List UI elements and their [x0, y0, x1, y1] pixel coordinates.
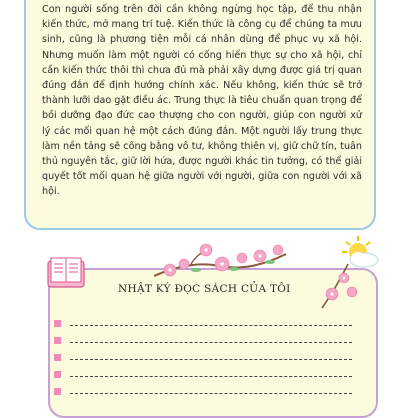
writing-line[interactable] [52, 316, 352, 333]
writing-line[interactable] [52, 367, 352, 384]
bullet-icon [54, 354, 61, 361]
reading-log-lines [52, 316, 352, 401]
sun-cloud-icon [338, 234, 382, 270]
essay-card [24, 0, 376, 230]
bullet-icon [54, 371, 61, 378]
open-book-icon [44, 255, 88, 291]
writing-line[interactable] [52, 333, 352, 350]
bullet-icon [54, 320, 61, 327]
essay-text: Con người sống trên đời cần không ngừng học tập, để thu nhận kiến thức, mở mang trí tuệ. Kiến thức là công cụ để chúng ta mưu sinh, cũng là phương tiện mỗi cá nhân dùng để phục vụ xã hội. Nhưng muốn làm một người có cống hiến thực sự cho xã hội, chỉ cần kiến thức thôi thì chưa đủ mà phải xây dựng được giá trị quan đúng đắn để định hướng chính xác. Nếu không, kiến thức sẽ trở thành lưỡi dao gặt điều ác. Trung thực là tiêu chuẩn quan trọng để bồi dưỡng đạo đức cao thượng cho con người, giúp con người xử lý các mối quan hệ một cách đúng đắn. Một người lấy trung thực làm nền tảng sẽ công bằng vô tư, không thiên vị, giữ chữ tín, tuân thủ nguyên tắc, giữ lời hứa, được người khác tin tưởng, có thể giải quyết tốt mối quan hệ giữa người với người, giữa con người với xã hội. [42, 4, 362, 198]
writing-line[interactable] [52, 384, 352, 401]
reading-log-title: NHẬT KÝ ĐỌC SÁCH CỦA TÔI [118, 283, 291, 295]
bullet-icon [54, 337, 61, 344]
bullet-icon [54, 388, 61, 395]
pink-blossom-icon [150, 236, 290, 284]
writing-line[interactable] [52, 350, 352, 367]
